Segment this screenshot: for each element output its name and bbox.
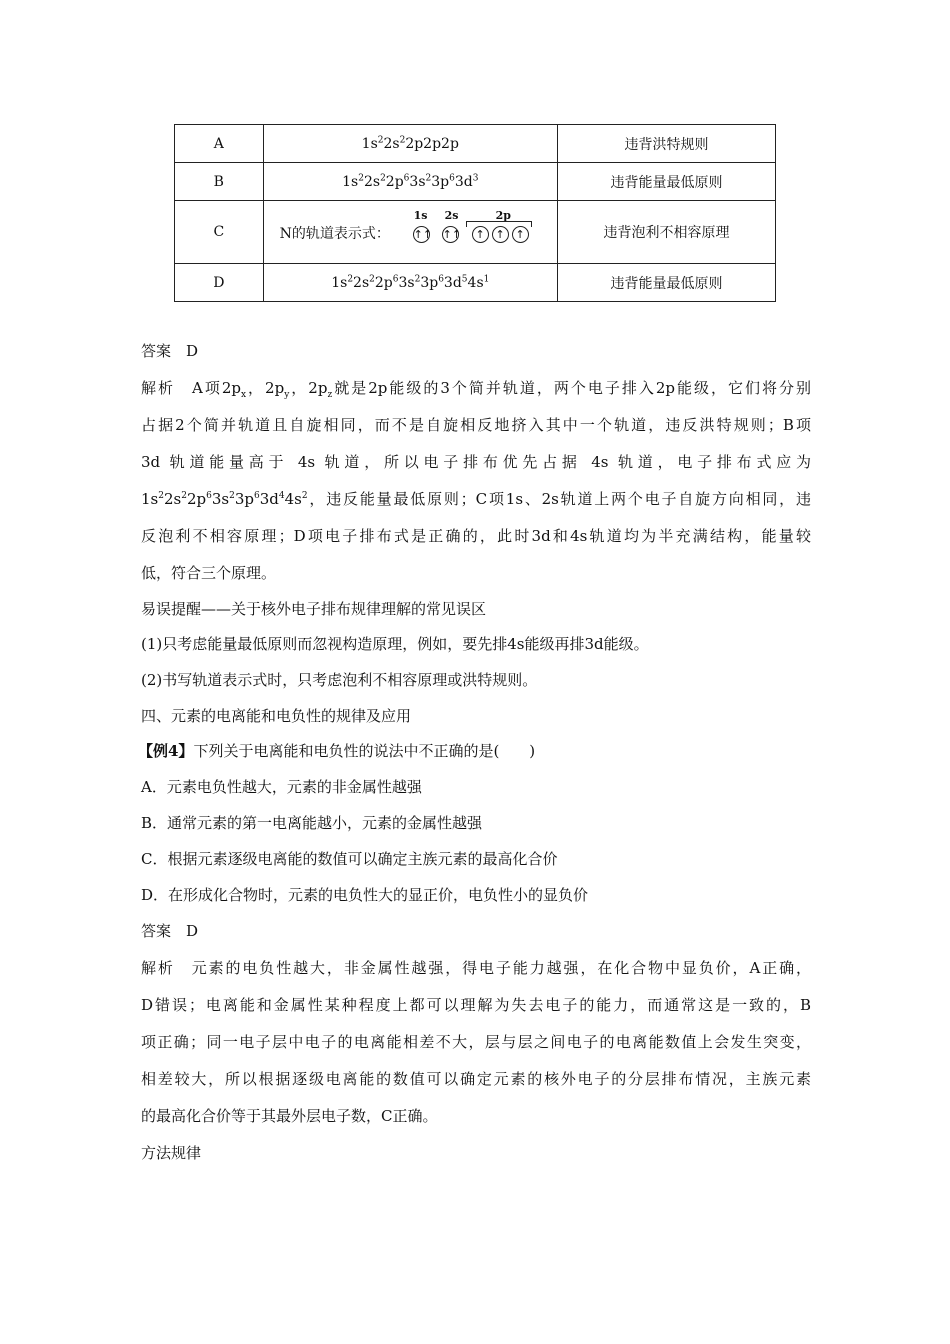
- table-row: [175, 201, 776, 264]
- config-cell: $1s^22s^22p^63s^23p^63d^3$: [263, 163, 557, 201]
- orbital-2px: ↑: [472, 226, 489, 243]
- orbital-2py: ↑: [492, 226, 509, 243]
- example-tag: 【例4】: [138, 742, 194, 760]
- row-label: A: [175, 125, 264, 163]
- answer-1: 答案 D: [141, 342, 199, 360]
- analysis-2-line: 项正确；同一电子层中电子的电离能相差不大，层与层之间电子的电离能数值上会发生突变，: [141, 1033, 811, 1051]
- analysis-2-line: 相差较大，所以根据逐级电离能的数值可以确定元素的核外电子的分层排布情况，主族元素: [141, 1070, 811, 1088]
- orbital-head-2p: 2p: [495, 209, 511, 222]
- tip-item: (1)只考虑能量最低原则而忽视构造原理，例如，要先排4s能级再排3d能级。: [141, 635, 649, 653]
- analysis-1-line: 反泡利不相容原理；D项电子排布式是正确的，此时3d和4s轨道均为半充满结构，能量较: [141, 527, 811, 545]
- orbital-label: N的轨道表示式：: [279, 226, 390, 242]
- table-row: [175, 125, 776, 163]
- rule-cell: 违背泡利不相容原理: [557, 201, 775, 264]
- section-heading: 四、元素的电离能和电负性的规律及应用: [141, 707, 412, 725]
- option-a: A．元素电负性越大，元素的非金属性越强: [141, 778, 422, 796]
- table-row: [175, 163, 776, 201]
- rule-cell: 违背能量最低原则: [557, 163, 775, 201]
- orbital-diagram: [404, 207, 534, 247]
- example-4: [138, 740, 535, 761]
- option-c: C．根据元素逐级电离能的数值可以确定主族元素的最高化合价: [141, 850, 558, 868]
- table-row: [175, 264, 776, 302]
- electron-config-table: [174, 124, 776, 302]
- analysis-1-line: $1s^22s^22p^63s^23p^63d^44s^2$，违反能量最低原则；C项1s、2s轨道上两个电子自旋方向相同，违: [141, 490, 811, 508]
- row-label: D: [175, 264, 264, 302]
- orbital-diagram-cell: [263, 201, 557, 264]
- analysis-1-line: 3d 轨道能量高于 4s 轨道，所以电子排布优先占据 4s 轨道，电子排布式应为: [141, 453, 811, 471]
- method-heading: 方法规律: [141, 1144, 202, 1162]
- orbital-2pz: ↑: [512, 226, 529, 243]
- answer-2: 答案 D: [141, 922, 199, 940]
- analysis-2-line: 解析 元素的电负性越大，非金属性越强，得电子能力越强，在化合物中显负价，A正确，: [141, 959, 811, 977]
- tip-item: (2)书写轨道表示式时，只考虑泡利不相容原理或洪特规则。: [141, 671, 538, 689]
- orbital-2s: ↑↑: [442, 228, 462, 241]
- config-cell: $1s^22s^22p2p2p$: [263, 125, 557, 163]
- tip-title: 易误提醒——关于核外电子排布规律理解的常见误区: [141, 600, 487, 618]
- option-b: B．通常元素的第一电离能越小，元素的金属性越强: [141, 814, 483, 832]
- rule-cell: 违背洪特规则: [557, 125, 775, 163]
- analysis-2-line: D错误；电离能和金属性某种程度上都可以理解为失去电子的能力，而通常这是一致的，B: [141, 996, 811, 1014]
- option-d: D．在形成化合物时，元素的电负性大的显正价，电负性小的显负价: [141, 886, 589, 904]
- orbital-head-2s: 2s: [444, 209, 459, 222]
- orbital-head-1s: 1s: [413, 209, 428, 222]
- config-cell: $1s^22s^22p^63s^23p^63d^54s^1$: [263, 264, 557, 302]
- row-label: B: [175, 163, 264, 201]
- example-question: 下列关于电离能和电负性的说法中不正确的是( ): [193, 742, 536, 760]
- rule-cell: 违背能量最低原则: [557, 264, 775, 302]
- row-label: C: [175, 201, 264, 264]
- analysis-1-line: 占据2个简并轨道且自旋相同，而不是自旋相反地挤入其中一个轨道，违反洪特规则；B项: [141, 416, 811, 434]
- analysis-1-line: 低，符合三个原理。: [141, 564, 277, 582]
- orbital-1s: ↑↑: [413, 228, 433, 241]
- analysis-1-line: 解析 A项$2p_x$，$2p_y$，$2p_z$就是2p能级的3个简并轨道，两个电子排入2p能级，它们将分别: [141, 379, 812, 400]
- analysis-2-line: 的最高化合价等于其最外层电子数，C正确。: [141, 1107, 438, 1125]
